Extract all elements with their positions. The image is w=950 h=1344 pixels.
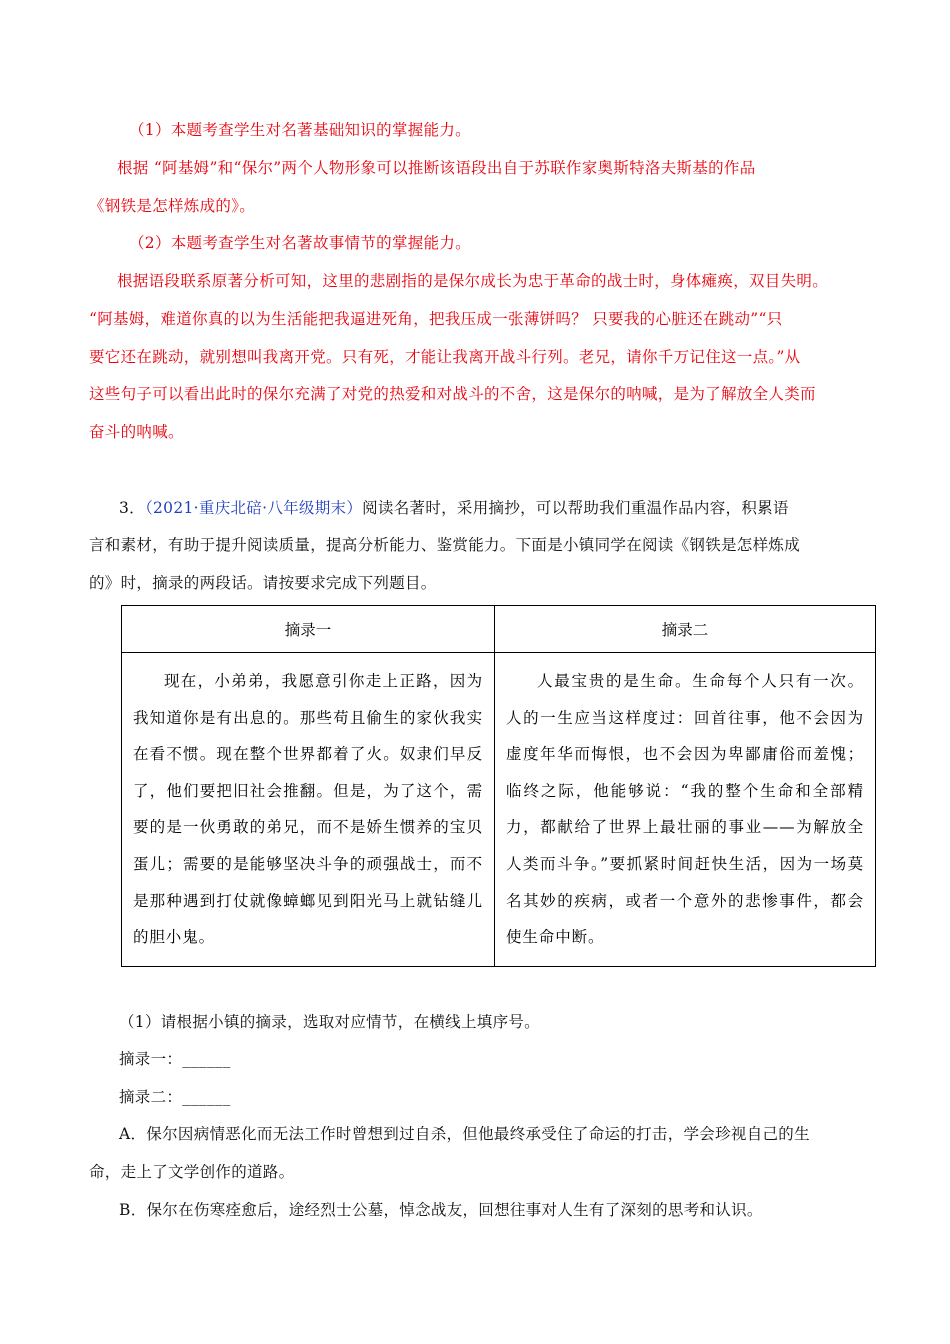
answer-q2-body-line: 根据语段联系原著分析可知，这里的悲剧指的是保尔成长为忠于革命的战士时，身体瘫痪，双目失明。	[117, 272, 829, 290]
question-3-stem-line: 言和素材，有助于提升阅读质量，提高分析能力、鉴赏能力。下面是小镇同学在阅读《钢铁是怎样炼成	[89, 536, 801, 554]
option-a-line: A．保尔因病情恶化而无法工作时曾想到过自杀，但他最终承受住了命运的打击，学会珍视自己的生	[119, 1125, 810, 1143]
excerpt-two-text: 人最宝贵的是生命。生命每个人只有一次。人的一生应当这样度过：回首往事，他不会因为虚度年华而悔恨，也不会因为卑鄙庸俗而羞愧；临终之际，他能够说：“我的整个生命和全部精力，都献给了世界上最壮丽的事业——为解放全人类而斗争。”要抓紧时间赶快生活，因为一场莫名其妙的疾病，或者一个意外的悲惨事件，都会使生命中断。	[506, 672, 864, 947]
answer-blank-1: 摘录一：______	[119, 1050, 231, 1068]
excerpt-table	[121, 605, 876, 967]
table-row	[122, 653, 876, 967]
answer-q2-body-line: “阿基姆，难道你真的以为生活能把我逼进死角，把我压成一张薄饼吗？ 只要我的心脏还在跳动”“只	[89, 310, 783, 328]
question-source: （2021·重庆北碚·八年级期末）	[144, 499, 363, 517]
table-header-cell: 摘录一	[122, 606, 495, 653]
answer-q2-body-line: 奋斗的呐喊。	[89, 423, 184, 441]
question-stem-text: 阅读名著时，采用摘抄，可以帮助我们重温作品内容，积累语	[362, 499, 789, 517]
sub-question-1: （1）请根据小镇的摘录，选取对应情节，在横线上填序号。	[119, 1013, 540, 1031]
answer-blank-2: 摘录二：______	[119, 1088, 231, 1106]
answer-q2-body-line: 要它还在跳动，就别想叫我离开党。只有死，才能让我离开战斗行列。老兄，请你千万记住这一点。”从	[89, 348, 801, 366]
table-header-cell: 摘录二	[495, 606, 876, 653]
answer-q2-body-line: 这些句子可以看出此时的保尔充满了对党的热爱和对战斗的不舍，这是保尔的呐喊，是为了解放全人类而	[89, 385, 816, 403]
answer-q2-title: （2）本题考查学生对名著故事情节的掌握能力。	[129, 234, 471, 252]
answer-q1-body-line: 《钢铁是怎样炼成的》。	[89, 197, 256, 215]
table-header-row	[122, 606, 876, 653]
answer-q1-body-line: 根据 “阿基姆”和“保尔”两个人物形象可以推断该语段出自于苏联作家奥斯特洛夫斯基的作品	[117, 159, 756, 177]
question-3-stem-line: 的》时，摘录的两段话。请按要求完成下列题目。	[89, 574, 437, 592]
option-b-line: B．保尔在伤寒痊愈后，途经烈士公墓，悼念战友，回想往事对人生有了深刻的思考和认识。	[119, 1201, 763, 1219]
excerpt-one-text: 现在，小弟弟，我愿意引你走上正路，因为我知道你是有出息的。那些苟且偷生的家伙我实在看不惯。现在整个世界都着了火。奴隶们早反了，他们要把旧社会推翻。但是，为了这个，需要的是一伙勇敢的弟兄，而不是娇生惯养的宝贝蛋儿；需要的是能够坚决斗争的顽强战士，而不是那种遇到打仗就像蟑螂见到阳光马上就钻缝儿的胆小鬼。	[133, 672, 483, 947]
table-cell	[122, 653, 495, 967]
table-cell	[495, 653, 876, 967]
option-a-line: 命，走上了文学创作的道路。	[89, 1163, 295, 1181]
answer-q1-title: （1）本题考查学生对名著基础知识的掌握能力。	[129, 121, 471, 139]
question-number: 3．	[119, 499, 145, 517]
question-3-stem-line	[119, 497, 789, 519]
